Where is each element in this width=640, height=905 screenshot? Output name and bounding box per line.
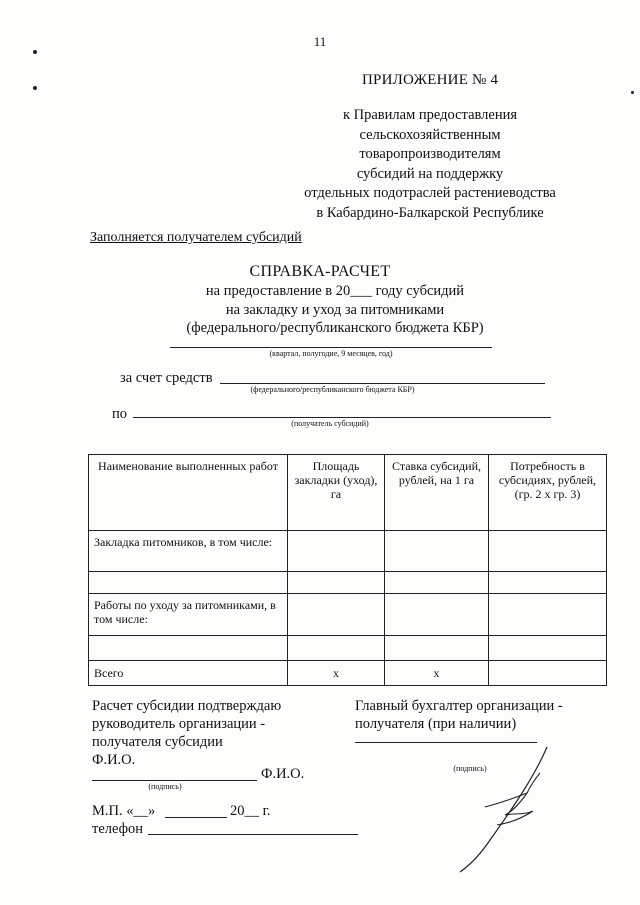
funds-caption: (федерального/республиканского бюджета КБР): [250, 385, 415, 394]
appendix-line: в Кабардино-Балкарской Республике: [316, 204, 544, 221]
table-cell: х: [385, 661, 489, 686]
mp-month-line[interactable]: [165, 817, 227, 818]
header-cell: Ставка субсидий, рублей, на 1 га: [385, 455, 489, 531]
table-cell[interactable]: [89, 572, 288, 594]
table-row: [89, 572, 607, 594]
accountant-sign-caption: (подпись): [453, 764, 487, 773]
recipient-caption: (получатель субсидий): [291, 419, 369, 428]
subtitle-line: на предоставление в 20___ году субсидий: [205, 283, 465, 299]
table-cell[interactable]: [385, 594, 489, 636]
table-cell[interactable]: [489, 636, 607, 661]
handwritten-signature-icon: [445, 745, 555, 875]
table-cell[interactable]: [489, 661, 607, 686]
mp-prefix: М.П. «__»: [92, 803, 156, 819]
table-cell: Работы по уходу за питомниками, в том числе:: [89, 594, 288, 636]
confirmation-line: Расчет субсидии подтверждаю: [92, 698, 282, 714]
header-cell: Площадь закладки (уход), га: [288, 455, 385, 531]
filled-by-note: Заполняется получателем субсидий: [90, 230, 302, 245]
margin-dot: [631, 91, 634, 94]
document-subtitle: [140, 282, 530, 338]
document-title: СПРАВКА-РАСЧЕТ: [249, 263, 391, 280]
subtitle-line: на закладку и уход за питомниками: [225, 301, 445, 318]
recipient-label: по: [112, 406, 128, 422]
table-row: [89, 531, 607, 572]
table-cell: х: [288, 661, 385, 686]
appendix-title: ПРИЛОЖЕНИЕ № 4: [362, 72, 499, 88]
accountant-block: [355, 697, 563, 733]
period-field-line[interactable]: [170, 347, 492, 348]
table-cell[interactable]: [89, 636, 288, 661]
appendix-line: отдельных подотраслей растениеводства: [304, 185, 556, 201]
page-number: 11: [313, 34, 327, 49]
table-cell[interactable]: [489, 531, 607, 572]
calculation-table: [88, 454, 607, 686]
funds-field-line[interactable]: [220, 383, 545, 384]
table-cell[interactable]: [288, 572, 385, 594]
phone-field-line[interactable]: [148, 834, 358, 835]
table-row: [89, 594, 607, 636]
funds-label: за счет средств: [120, 370, 213, 386]
table-cell: Закладка питомников, в том числе:: [89, 531, 288, 572]
mp-year: 20__ г.: [230, 803, 271, 819]
appendix-line: субсидий на поддержку: [356, 165, 504, 182]
header-cell: Потребность в субсидиях, рублей, (гр. 2 х гр. 3): [489, 455, 607, 531]
table-cell[interactable]: [385, 636, 489, 661]
manager-fio-label: Ф.И.О.: [261, 766, 305, 782]
manager-sign-caption: (подпись): [148, 782, 182, 791]
table-cell[interactable]: [385, 531, 489, 572]
table-row-total: [89, 661, 607, 686]
table-row: [89, 636, 607, 661]
confirmation-line: руководитель организации -: [92, 716, 266, 732]
margin-dot: [33, 86, 37, 90]
table-cell: Всего: [89, 661, 288, 686]
table-cell[interactable]: [288, 636, 385, 661]
accountant-line: Главный бухгалтер организации -: [355, 698, 563, 714]
table-cell[interactable]: [288, 531, 385, 572]
table-cell[interactable]: [385, 572, 489, 594]
appendix-line: сельскохозяйственным: [359, 126, 501, 143]
table-cell[interactable]: [489, 594, 607, 636]
confirmation-line: Ф.И.О.: [92, 752, 136, 768]
table-cell[interactable]: [288, 594, 385, 636]
table-header-row: [89, 455, 607, 531]
subtitle-line: (федерального/республиканского бюджета КБР): [186, 320, 484, 336]
recipient-field-line[interactable]: [133, 417, 551, 418]
accountant-line: получателя (при наличии): [355, 716, 517, 732]
margin-dot: [33, 50, 37, 54]
appendix-line: товаропроизводителям: [359, 146, 501, 162]
appendix-text: [280, 106, 580, 223]
accountant-signature-line[interactable]: [355, 742, 537, 743]
period-caption: (квартал, полугодие, 9 месяцев, год): [269, 349, 393, 358]
confirmation-line: получателя субсидии: [92, 734, 223, 750]
manager-signature-line[interactable]: [92, 780, 257, 781]
manager-confirmation: [92, 697, 281, 769]
table-cell[interactable]: [489, 572, 607, 594]
phone-label: телефон: [92, 821, 144, 837]
header-cell: Наименование выполненных работ: [89, 455, 288, 531]
appendix-line: к Правилам предоставления: [342, 107, 518, 123]
